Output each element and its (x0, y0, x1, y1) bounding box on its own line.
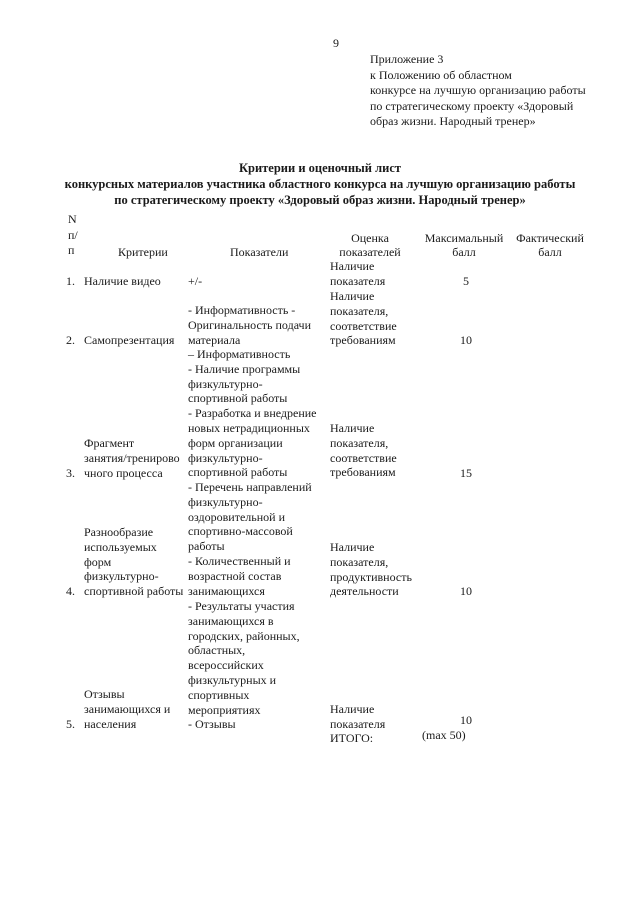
header-indicators: Показатели (230, 245, 289, 259)
row-5-criteria-line: занимающихся и (84, 701, 171, 716)
row-1-max-score: 5 (463, 274, 469, 288)
header-evaluation-line: показателей (339, 245, 401, 259)
row-5-indicator-line: всероссийских (188, 658, 264, 673)
row-5-evaluation-line: показателя (330, 716, 386, 731)
row-1-criteria (84, 274, 161, 289)
appendix-note (370, 52, 586, 130)
row-4-criteria-line: используемых (84, 539, 157, 554)
title-line: конкурсных материалов участника областного конкурса на лучшую организацию работы (64, 177, 576, 191)
page-number: 9 (333, 36, 339, 50)
row-3-indicator-line: спортивной работы (188, 465, 288, 480)
row-3-indicator-line: - Наличие программы (188, 361, 301, 376)
appendix-line: к Положению об областном (370, 67, 512, 82)
row-3-evaluation-line: показателя, (330, 435, 389, 450)
header-number-line: п (68, 243, 75, 257)
header-number-line: N (68, 212, 77, 226)
row-1-indicator-line: +/- (188, 274, 203, 288)
row-2-evaluation-line: соответствие (330, 318, 397, 333)
row-5-indicator-line: - Отзывы (188, 717, 236, 732)
row-2-indicator-line: материала (188, 332, 241, 347)
header-number (68, 212, 78, 259)
row-5-criteria (84, 687, 170, 731)
header-evaluation (330, 231, 410, 259)
row-2-indicators (188, 303, 311, 347)
row-2-evaluation (330, 289, 397, 348)
row-4-criteria-line: форм (84, 554, 112, 569)
total-value: (max 50) (422, 728, 466, 742)
row-4-evaluation (330, 540, 412, 599)
total-label: ИТОГО: (330, 731, 374, 745)
row-3-evaluation-line: требованиям (330, 465, 396, 480)
header-actual-line: Фактический (516, 231, 584, 245)
appendix-line: Приложение 3 (370, 52, 444, 66)
row-5-number: 5. (66, 717, 75, 731)
row-4-indicator-line: оздоровительной и (188, 509, 286, 524)
row-5-indicator-line: физкультурных и (188, 672, 277, 687)
header-actual-line: балл (538, 245, 562, 259)
row-5-evaluation (330, 702, 385, 732)
row-5-indicator-line: городских, районных, (188, 628, 300, 643)
header-criteria: Критерии (118, 245, 168, 259)
row-4-indicator-line: - Перечень направлений (188, 480, 312, 494)
row-4-criteria-line: Разнообразие (84, 525, 154, 539)
row-5-indicator-line: спортивных (188, 687, 250, 702)
header-evaluation-line: Оценка (351, 231, 389, 245)
row-2-max-score: 10 (460, 333, 472, 347)
row-4-indicators (188, 480, 312, 598)
row-1-criteria-line: Наличие видео (84, 274, 161, 288)
row-5-criteria-line: населения (84, 716, 137, 731)
row-3-number: 3. (66, 466, 75, 480)
row-3-evaluation-line: Наличие (330, 421, 375, 435)
row-3-criteria-line: чного процесса (84, 465, 163, 480)
row-5-indicator-line: областных, (188, 643, 246, 658)
row-3-indicator-line: - Разработка и внедрение (188, 406, 317, 421)
row-1-number: 1. (66, 274, 75, 288)
row-4-evaluation-line: Наличие (330, 540, 375, 554)
row-2-indicator-line: - Информативность - (188, 303, 296, 317)
row-5-indicators (188, 599, 300, 732)
header-max-line: Максимальный (424, 231, 504, 245)
row-4-indicator-line: спортивно-массовой (188, 524, 293, 539)
title-line: Критерии и оценочный лист (238, 161, 402, 175)
row-3-indicator-line: форм организации (188, 435, 283, 450)
document-title (0, 160, 640, 208)
row-2-evaluation-line: Наличие (330, 289, 375, 303)
row-4-number: 4. (66, 584, 75, 598)
row-5-max-score: 10 (460, 713, 472, 727)
row-2-criteria (84, 333, 174, 348)
row-4-indicator-line: физкультурно- (188, 494, 263, 509)
row-3-evaluation-line: соответствие (330, 450, 397, 465)
header-number-line: п/ (68, 227, 78, 242)
row-2-evaluation-line: показателя, (330, 303, 389, 318)
row-3-criteria (84, 436, 180, 480)
row-3-indicator-line: – Информативность (188, 347, 291, 361)
row-1-evaluation-line: Наличие (330, 259, 375, 273)
row-5-criteria-line: Отзывы (84, 687, 125, 701)
header-max-score (422, 231, 506, 259)
row-4-criteria-line: спортивной работы (84, 584, 184, 599)
row-2-evaluation-line: требованиям (330, 333, 396, 348)
row-4-indicator-line: возрастной состав (188, 568, 282, 583)
row-3-indicators (188, 347, 317, 480)
row-3-indicator-line: физкультурно- (188, 450, 263, 465)
row-5-evaluation-line: Наличие (330, 702, 375, 716)
row-3-criteria-line: Фрагмент (84, 436, 135, 450)
row-4-indicator-line: - Количественный и (188, 553, 291, 568)
row-3-indicator-line: новых нетрадиционных (188, 420, 310, 435)
appendix-line: по стратегическому проекту «Здоровый (370, 98, 574, 113)
row-4-criteria (84, 525, 183, 599)
row-3-indicator-line: спортивной работы (188, 391, 288, 406)
row-1-evaluation (330, 259, 385, 289)
row-2-indicator-line: Оригинальность подачи (188, 317, 311, 332)
row-5-indicator-line: занимающихся в (188, 613, 274, 628)
header-actual-score (510, 231, 590, 259)
appendix-line: конкурсе на лучшую организацию работы (370, 83, 586, 97)
row-2-number: 2. (66, 333, 75, 347)
row-3-indicator-line: физкультурно- (188, 376, 263, 391)
appendix-line: образ жизни. Народный тренер» (370, 114, 536, 128)
row-4-criteria-line: физкультурно- (84, 569, 159, 584)
row-5-indicator-line: - Результаты участия (188, 599, 295, 613)
row-3-evaluation (330, 421, 397, 480)
row-4-evaluation-line: показателя, (330, 554, 389, 569)
row-3-max-score: 15 (460, 466, 472, 480)
row-3-criteria-line: занятия/тренирово (84, 450, 180, 465)
row-5-indicator-line: мероприятиях (188, 702, 261, 717)
row-4-indicator-line: работы (188, 539, 225, 554)
row-4-evaluation-line: продуктивность (330, 569, 412, 584)
title-line: по стратегическому проекту «Здоровый образ жизни. Народный тренер» (114, 193, 526, 207)
row-4-evaluation-line: деятельности (330, 584, 399, 599)
row-4-max-score: 10 (460, 584, 472, 598)
row-1-evaluation-line: показателя (330, 273, 386, 288)
row-4-indicator-line: занимающихся (188, 583, 265, 598)
row-2-criteria-line: Самопрезентация (84, 333, 175, 347)
row-1-indicators (188, 274, 202, 289)
header-max-line: балл (452, 245, 476, 259)
